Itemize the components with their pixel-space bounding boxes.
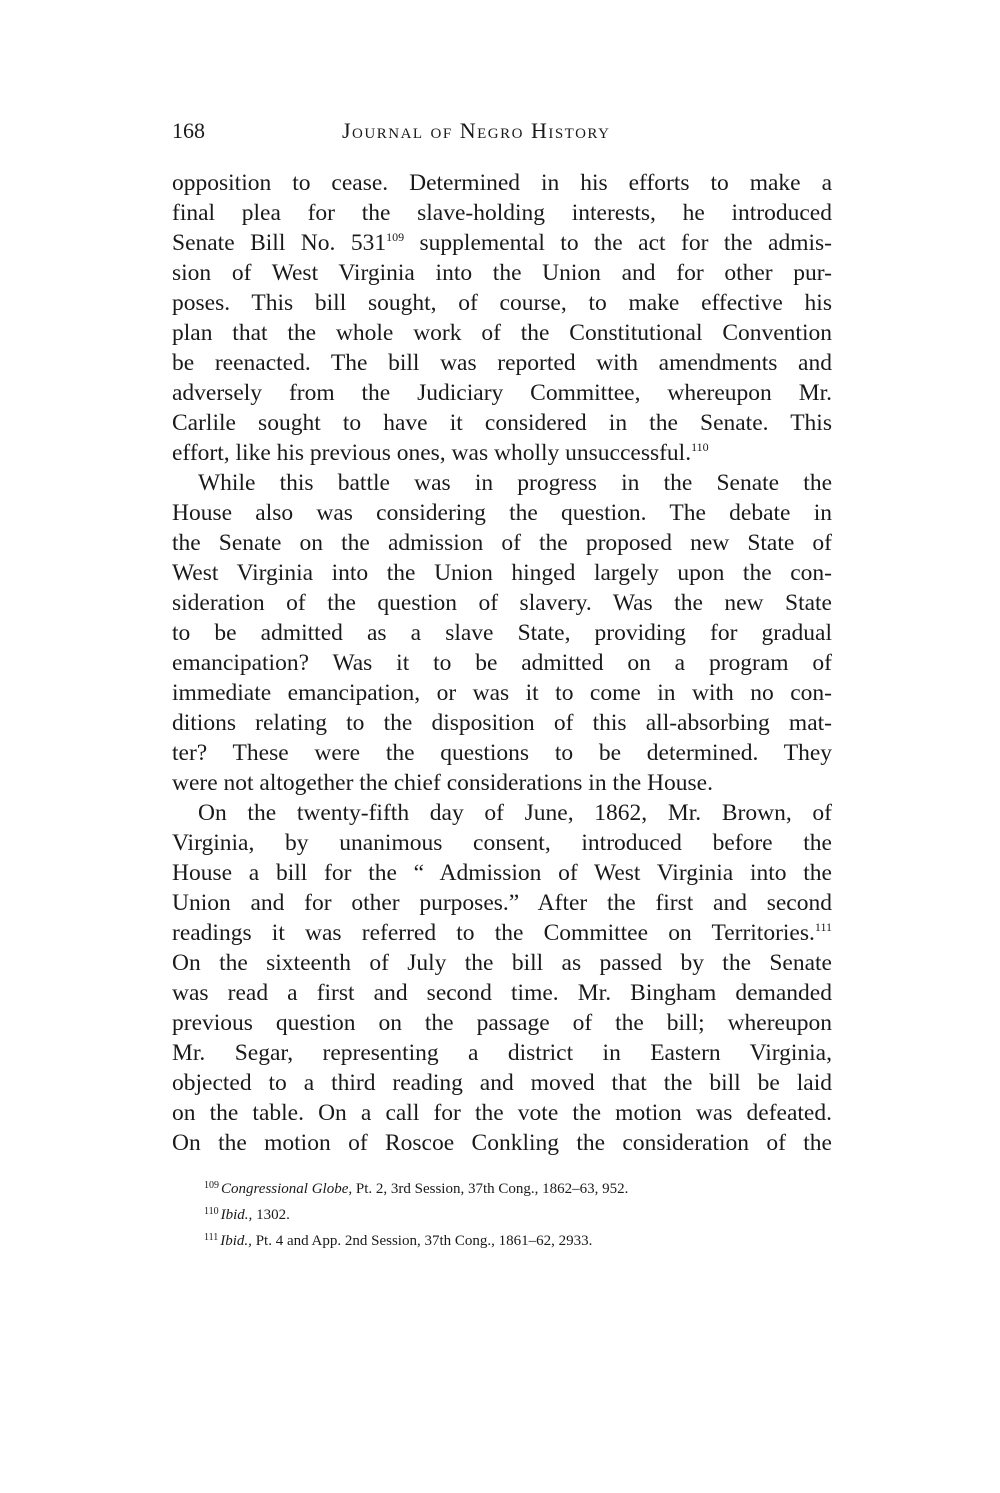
line-text: to be admitted as a slave State, providing for gradual [172,620,832,646]
text-line [172,528,832,558]
line-text: poses. This bill sought, of course, to make effective his [172,290,832,316]
text-line [172,738,832,768]
line-text: previous question on the passage of the bill; whereupon [172,1010,832,1036]
line-text: objected to a third reading and moved that the bill be laid [172,1070,832,1096]
footnote-text: Pt. 2, 3rd Session, 37th Cong., 1862–63, 952. [352,1181,629,1197]
line-text: the Senate on the admission of the proposed new State of [172,530,832,556]
text-line [172,588,832,618]
footnote-number: 111 [204,1232,219,1243]
line-text: effort, like his previous ones, was wholly unsuccessful. [172,440,692,466]
text-line [172,438,832,468]
text-line [172,168,832,198]
line-text: On the twenty-fifth day of June, 1862, Mr. Brown, of [198,800,832,826]
footnote-reference: 111 [814,920,832,934]
line-text: on the table. On a call for the vote the motion was defeated. [172,1100,832,1126]
text-line [172,228,832,258]
text-line [172,858,832,888]
line-text: final plea for the slave-holding interests, he introduced [172,200,832,226]
footnote-text: Pt. 4 and App. 2nd Session, 37th Cong., 1861–62, 2933. [251,1233,593,1249]
line-text: emancipation? Was it to be admitted on a program of [172,650,832,676]
line-text: adversely from the Judiciary Committee, whereupon Mr. [172,380,832,406]
footnote-source: Congressional Globe, [221,1181,353,1197]
line-text: be reenacted. The bill was reported with amendments and [172,350,832,376]
text-line [172,948,832,978]
text-line [172,468,832,498]
text-line [172,978,832,1008]
line-text: sion of West Virginia into the Union and for other pur- [172,260,832,286]
text-line [172,348,832,378]
footnote-source: Ibid., [220,1233,252,1249]
line-text: House also was considering the question. The debate in [172,500,832,526]
line-text: opposition to cease. Determined in his efforts to make a [172,170,832,196]
text-line [172,318,832,348]
line-text: Senate Bill No. 531 [172,230,387,256]
line-text: Mr. Segar, representing a district in Eastern Virginia, [172,1040,832,1066]
line-text: sideration of the question of slavery. Was the new State [172,590,832,616]
text-line [172,828,832,858]
text-line [172,678,832,708]
line-text: supplemental to the act for the admis- [404,230,832,256]
text-line [172,618,832,648]
line-text: immediate emancipation, or was it to come in with no con- [172,680,832,706]
text-line [172,1038,832,1068]
line-text: plan that the whole work of the Constitutional Convention [172,320,832,346]
line-text: ditions relating to the disposition of this all-absorbing mat- [172,710,832,736]
footnote-text: 1302. [252,1207,290,1223]
text-line [172,708,832,738]
text-line [172,1128,832,1158]
text-line [172,198,832,228]
text-line [172,498,832,528]
text-line [172,408,832,438]
text-line [172,378,832,408]
text-line [172,768,832,798]
footnotes [204,1176,824,1254]
page-header [172,118,832,148]
footnote [204,1202,824,1228]
line-text: ter? These were the questions to be determined. They [172,740,832,766]
text-line [172,918,832,948]
text-line [172,258,832,288]
footnote-reference: 109 [386,230,405,244]
text-line [172,558,832,588]
text-line [172,888,832,918]
footnote-reference: 110 [691,440,709,454]
footnote [204,1176,824,1202]
line-text: Virginia, by unanimous consent, introduced before the [172,830,832,856]
line-text: House a bill for the “ Admission of West Virginia into the [172,860,832,886]
text-line [172,798,832,828]
text-line [172,1098,832,1128]
page-number: 168 [172,118,205,143]
line-text: While this battle was in progress in the Senate the [198,470,832,496]
line-text: On the motion of Roscoe Conkling the consideration of the [172,1130,832,1156]
text-line [172,1008,832,1038]
footnote-number: 110 [204,1206,219,1217]
text-line [172,288,832,318]
body-text [172,168,832,1158]
text-line [172,648,832,678]
footnote-number: 109 [204,1180,219,1191]
line-text: West Virginia into the Union hinged largely upon the con- [172,560,832,586]
line-text: Union and for other purposes.” After the first and second [172,890,832,916]
line-text: On the sixteenth of July the bill as passed by the Senate [172,950,832,976]
footnote-source: Ibid., [220,1207,253,1223]
line-text: readings it was referred to the Committee on Territories. [172,920,815,946]
text-line [172,1068,832,1098]
line-text: Carlile sought to have it considered in the Senate. This [172,410,832,436]
line-text: were not altogether the chief considerations in the House. [172,770,713,796]
footnote [204,1228,824,1254]
running-head: Journal of Negro History [342,118,611,143]
line-text: was read a first and second time. Mr. Bingham demanded [172,980,832,1006]
